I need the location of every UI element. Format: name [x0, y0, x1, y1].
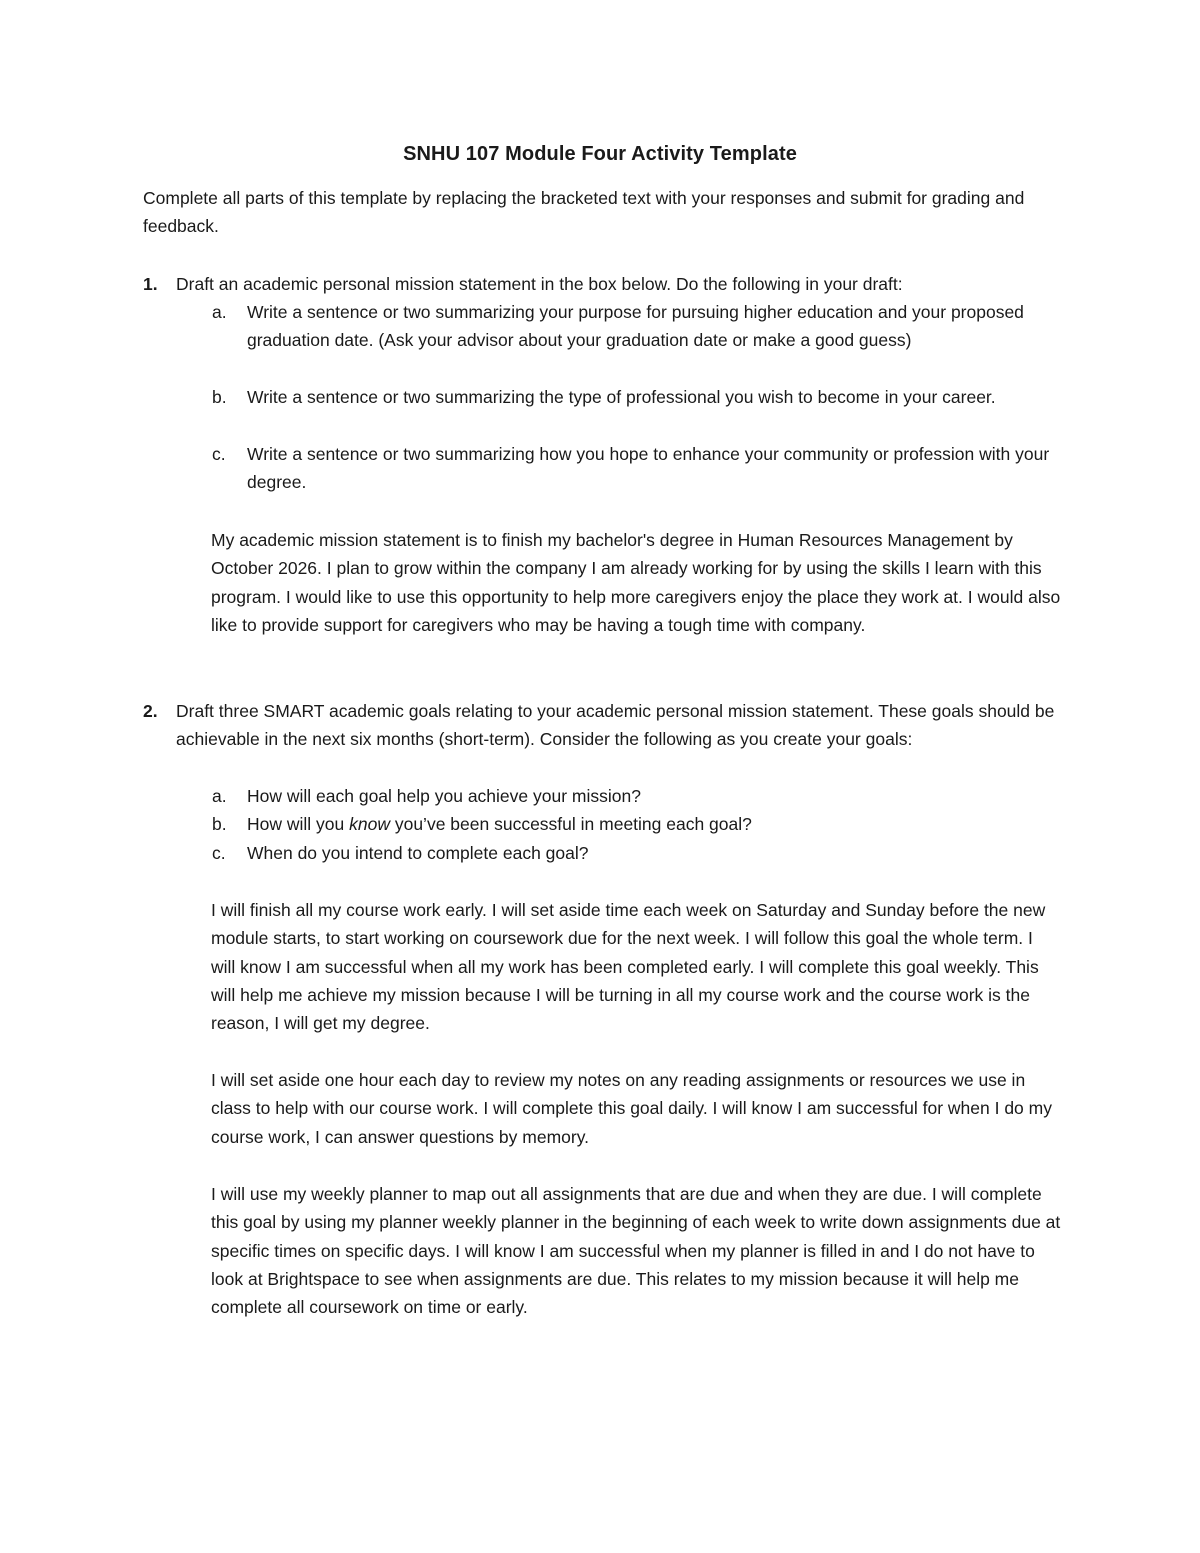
question-1-item-b-text: Write a sentence or two summarizing the type of professional you wish to become in your career. — [247, 387, 996, 407]
question-2-item-a-text: How will each goal help you achieve your mission? — [247, 786, 641, 806]
question-1-item-c-letter: c. — [212, 444, 226, 464]
goal-3-answer: I will use my weekly planner to map out all assignments that are due and when they are due. I will complete this goal by using my planner weekly planner in the beginning of each week to write down assignments due at specific times on specific days. I will know I am successful when my planner is filled in and I do not have to look at Brightspace to see when assignments are due. This relates to my mission because it will help me complete all coursework on time or early. — [211, 1184, 1061, 1318]
question-2-item-a-letter: a. — [212, 786, 227, 806]
document-title: SNHU 107 Module Four Activity Template — [403, 143, 797, 165]
mission-statement-answer: My academic mission statement is to finish my bachelor's degree in Human Resources Management by October 2026. I plan to grow within the company I am already working for by using the skills I learn with this program. I would like to use this opportunity to help more caregivers enjoy the place they work at. I would also like to provide support for caregivers who may be having a tough time with company. — [211, 530, 1061, 635]
question-2-item-b-letter: b. — [212, 814, 227, 834]
instructions-paragraph: Complete all parts of this template by replacing the bracketed text with your responses and submit for grading and feedback. — [143, 188, 1025, 237]
goal-2-answer: I will set aside one hour each day to review my notes on any reading assignments or resources we use in class to help with our course work. I will complete this goal daily. I will know I am successful for when I do my course work, I can answer questions by memory. — [211, 1070, 1052, 1147]
goal-1-answer: I will finish all my course work early. I will set aside time each week on Saturday and Sunday before the new module starts, to start working on coursework due for the next week. I will follow this goal the whole term. I will know I am successful when all my work has been completed early. I will complete this goal weekly. This will help me achieve my mission because I will be turning in all my course work and the course work is the reason, I will get my degree. — [211, 900, 1046, 1034]
question-2-item-c-text: When do you intend to complete each goal? — [247, 843, 589, 863]
question-1-item-b-letter: b. — [212, 387, 227, 407]
question-1-number: 1. — [143, 274, 158, 294]
question-1-item-a-letter: a. — [212, 302, 227, 322]
question-1-item-c-text: Write a sentence or two summarizing how you hope to enhance your community or profession with your degree. — [247, 444, 1050, 493]
question-2-text: Draft three SMART academic goals relating to your academic personal mission statement. These goals should be achievable in the next six months (short-term). Consider the following as you create your goals: — [176, 701, 1055, 750]
question-2-item-c-letter: c. — [212, 843, 226, 863]
question-1-text: Draft an academic personal mission statement in the box below. Do the following in your draft: — [176, 274, 903, 294]
question-2-item-b-text-start: How will you — [247, 814, 350, 834]
question-2-number: 2. — [143, 701, 158, 721]
question-2-item-b-text — [247, 810, 1057, 838]
question-1-item-a-text: Write a sentence or two summarizing your purpose for pursuing higher education and your proposed graduation date. (Ask your advisor about your graduation date or make a good guess) — [247, 302, 1024, 351]
question-2-item-b-emphasis: know — [349, 814, 390, 834]
question-2-item-b-text-end: you’ve been successful in meeting each goal? — [389, 814, 752, 834]
